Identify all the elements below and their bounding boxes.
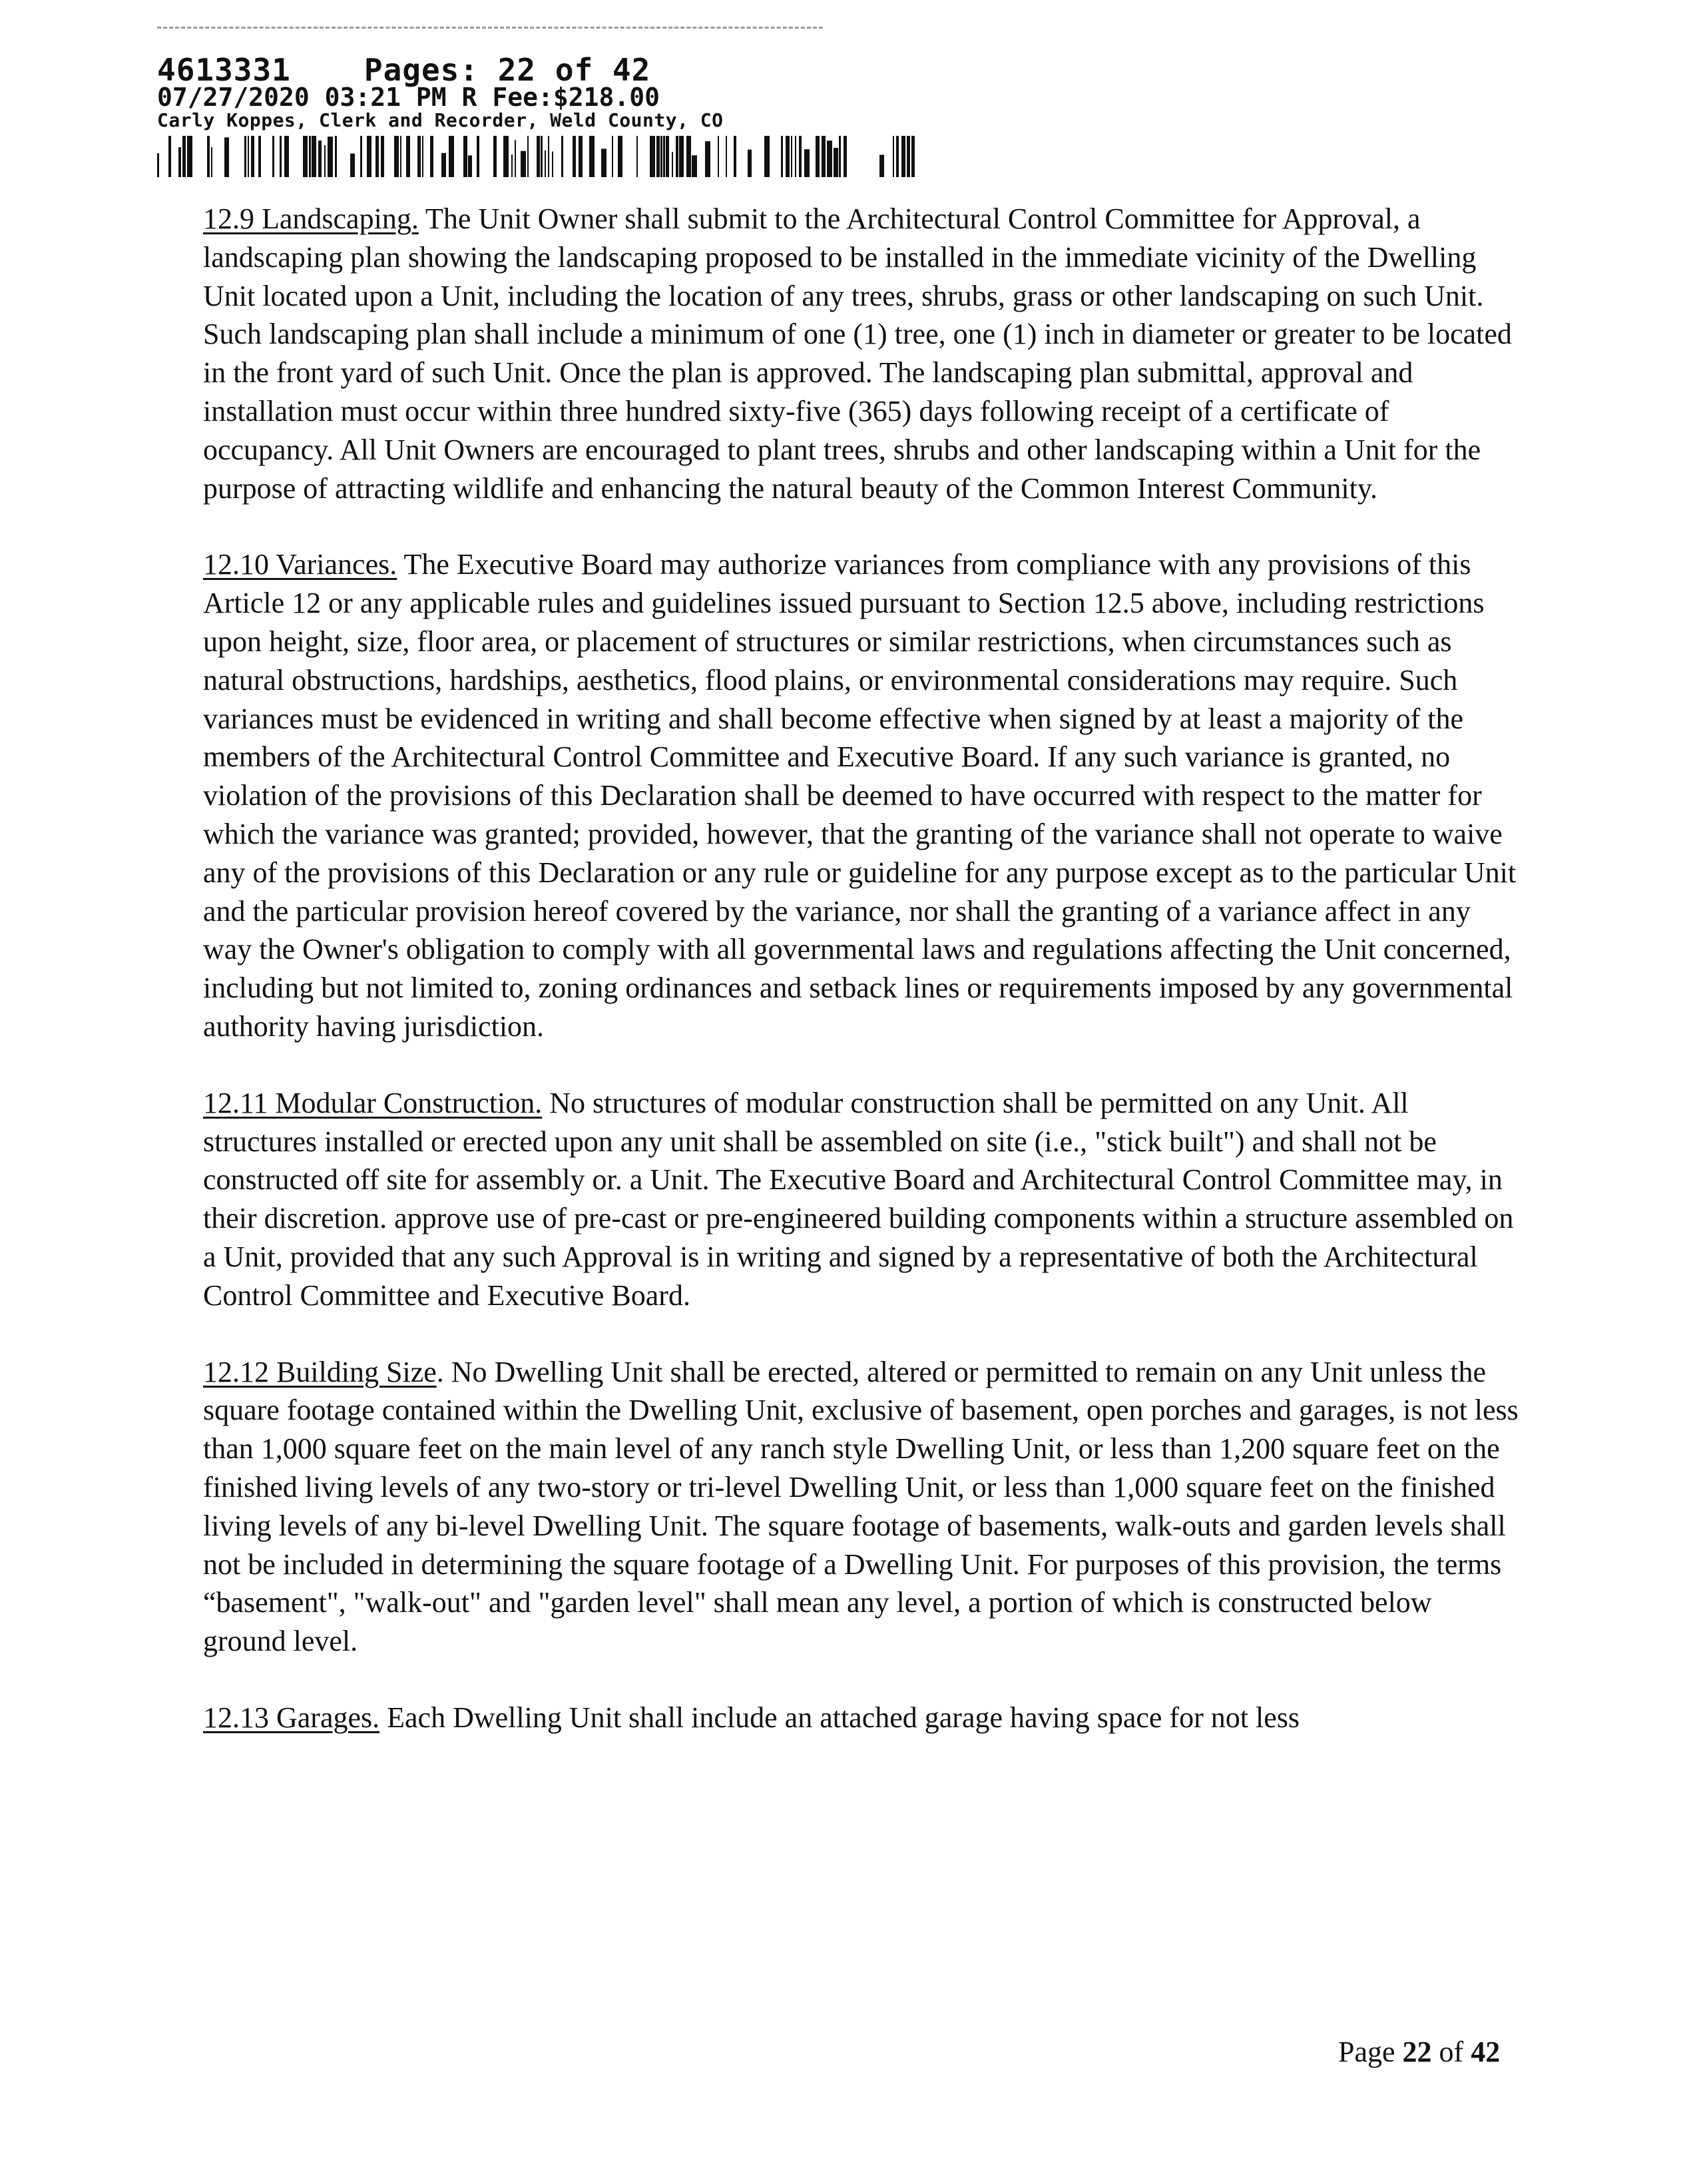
stamp-recorder: Carly Koppes, Clerk and Recorder, Weld County, CO xyxy=(157,109,724,131)
barcode-bar xyxy=(718,136,719,177)
barcode-bar xyxy=(503,136,509,177)
barcode-bar xyxy=(360,136,362,177)
barcode-bar xyxy=(318,140,322,177)
barcode-bar xyxy=(258,136,261,177)
stamp-pages: Pages: 22 of 42 xyxy=(364,52,651,88)
barcode-bar xyxy=(312,136,316,177)
barcode-bar xyxy=(272,136,274,177)
barcode-bar xyxy=(430,136,433,177)
barcode-bar xyxy=(441,153,446,177)
barcode-bar xyxy=(589,136,595,177)
barcode-bar xyxy=(907,136,910,177)
reception-number: 4613331 xyxy=(157,52,291,88)
barcode-bar xyxy=(748,150,752,177)
section-heading: 12.9 Landscaping. xyxy=(203,202,419,235)
barcode-bar xyxy=(324,145,326,177)
barcode-bar xyxy=(804,149,810,177)
barcode-bar xyxy=(406,136,410,177)
barcode-bar xyxy=(612,136,613,177)
barcode-bar xyxy=(786,136,790,177)
barcode-bar xyxy=(573,136,576,177)
page-prefix: Page xyxy=(1338,2036,1403,2068)
section-body: The Executive Board may authorize variances from compliance with any provisions of this Article 12 or any applicable rules and guidelines issued pursuant to Section 12.5 above, including restrictions upon height, size, floor area, or placement of structures or similar restrictions, when circumstances such as natural obstructions, hardships, aesthetics, flood plains, or environmental considerations may require. Such variances must be evidenced in writing and shall become effective when signed by at least a majority of the members of the Architectural Control Committee and Executive Board. If any such variance is granted, no violation of the provisions of this Declaration shall be deemed to have occurred with respect to the matter for which the variance was granted; provided, however, that the granting of the variance shall not operate to waive any of the provisions of this Declaration or any rule or guideline for any purpose except as to the particular Unit and the particular provision hereof covered by the variance, nor shall the granting of a variance affect in any way the Owner's obligation to comply with all governmental laws and regulations affecting the Unit concerned, including but not limited to, zoning ordinances and setback lines or requirements imposed by any governmental authority having jurisdiction. xyxy=(203,548,1517,1043)
barcode-bar xyxy=(367,136,371,177)
barcode-bar xyxy=(182,136,186,177)
section-heading: 12.10 Variances. xyxy=(203,548,397,581)
barcode-bar xyxy=(901,136,905,177)
barcode-bar xyxy=(211,147,212,177)
stamp-date-fee: 07/27/2020 03:21 PM R Fee:$218.00 xyxy=(157,83,660,112)
barcode-bar xyxy=(834,148,838,177)
barcode-bar xyxy=(284,136,289,177)
section-12-9 xyxy=(203,200,1521,507)
barcode-bar xyxy=(527,136,529,177)
barcode-bar xyxy=(896,136,899,177)
section-12-12 xyxy=(203,1353,1521,1661)
barcode-bar xyxy=(244,136,246,177)
barcode-bar xyxy=(207,136,210,177)
section-body: Each Dwelling Unit shall include an attached garage having space for not less xyxy=(379,1701,1300,1734)
section-heading: 12.13 Garages. xyxy=(203,1701,380,1734)
barcode-bar xyxy=(417,136,421,177)
barcode-bar xyxy=(816,136,820,177)
section-12-11 xyxy=(203,1084,1521,1315)
barcode-bar xyxy=(463,136,467,177)
barcode-bar xyxy=(636,136,638,177)
page-number-footer xyxy=(1338,2035,1500,2069)
barcode-bar xyxy=(893,136,894,177)
barcode-bar xyxy=(449,136,454,177)
barcode-bar xyxy=(601,148,607,177)
current-page-number: 22 xyxy=(1402,2036,1432,2068)
barcode-bar xyxy=(537,136,540,177)
barcode-bar xyxy=(168,136,171,177)
section-12-13 xyxy=(203,1699,1521,1737)
barcode-bar xyxy=(666,136,669,177)
barcode-bar xyxy=(879,155,884,177)
barcode-bar xyxy=(705,141,710,177)
barcode-bar xyxy=(422,136,423,177)
barcode-bar xyxy=(468,155,472,177)
section-body: . No Dwelling Unit shall be erected, altered or permitted to remain on any Unit unless the square footage contained within the Dwelling Unit, exclusive of basement, open porches and garages, is not less than 1,000 square feet on the main level of any ranch style Dwelling Unit, or less than 1,200 square feet on the finished living levels of any two-story or tri-level Dwelling Unit, or less than 1,000 square feet on the finished living levels of any bi-level Dwelling Unit. The square footage of basements, walk-outs and garden levels shall not be included in determining the square footage of a Dwelling Unit. For purposes of this provision, the terms “basement", "walk-out" and "garden level" shall mean any level, a portion of which is constructed below ground level. xyxy=(203,1355,1519,1658)
barcode-bar xyxy=(381,136,384,177)
barcode-bar xyxy=(692,155,697,177)
barcode-bar xyxy=(781,136,783,177)
barcode-bar xyxy=(795,136,796,177)
barcode-bar xyxy=(394,136,399,177)
section-body: The Unit Owner shall submit to the Architectural Control Committee for Approval, a landscaping plan showing the landscaping proposed to be installed in the immediate vicinity of the Dwelling Unit located upon a Unit, including the location of any trees, shrubs, grass or other landscaping on such Unit. Such landscaping plan shall include a minimum of one (1) tree, one (1) inch in diameter or greater to be located in the front yard of such Unit. Once the plan is approved. The landscaping plan submittal, approval and installation must occur within three hundred sixty-five (365) days following receipt of a certificate of occupancy. All Unit Owners are encouraged to plant trees, shrubs and other landscaping within a Unit for the purpose of attracting wildlife and enhancing the natural beauty of the Common Interest Community. xyxy=(203,202,1512,505)
barcode-bar xyxy=(521,151,526,177)
barcode-bar xyxy=(561,136,563,177)
barcode-bar xyxy=(663,136,665,177)
document-body xyxy=(203,200,1521,1775)
barcode-bar xyxy=(477,136,479,177)
barcode-bar xyxy=(303,136,308,177)
barcode-bar xyxy=(309,136,311,177)
barcode-bar xyxy=(178,147,181,177)
barcode-bar xyxy=(541,136,543,177)
barcode-bar xyxy=(660,136,662,177)
barcode-bar xyxy=(679,136,684,177)
barcode-bar xyxy=(335,136,337,177)
section-12-10 xyxy=(203,545,1521,1045)
section-body: No structures of modular construction shall be permitted on any Unit. All structures installed or erected upon any unit shall be assembled on site (i.e., "stick built") and shall not be constructed off site for assembly or. a Unit. The Executive Board and Architectural Control Committee may, in their discretion. approve use of pre-cast or pre-engineered building components within a structure assembled on a Unit, provided that any such Approval is in writing and signed by a representative of both the Architectural Control Committee and Executive Board. xyxy=(203,1086,1514,1312)
barcode-bar xyxy=(656,136,660,177)
barcode-bar xyxy=(791,136,792,177)
barcode-bar xyxy=(248,136,249,177)
barcode-bar xyxy=(545,150,546,177)
barcode-bar xyxy=(350,154,355,177)
barcode-bar xyxy=(686,136,691,177)
barcode-graphic xyxy=(157,136,916,177)
barcode-bar xyxy=(400,136,401,177)
section-heading: 12.12 Building Size xyxy=(203,1355,437,1388)
total-pages-number: 42 xyxy=(1471,2036,1501,2068)
barcode-bar xyxy=(839,136,841,177)
scan-header-rule xyxy=(157,27,823,29)
barcode-bar xyxy=(650,136,655,177)
barcode-bar xyxy=(224,137,229,177)
barcode-bar xyxy=(618,136,622,177)
barcode-bar xyxy=(822,136,826,177)
barcode-bar xyxy=(734,136,736,177)
page-of: of xyxy=(1431,2036,1471,2068)
barcode-bar xyxy=(764,136,770,177)
barcode-bar xyxy=(579,136,583,177)
barcode-bar xyxy=(280,136,282,177)
barcode-bar xyxy=(552,152,553,177)
barcode-bar xyxy=(548,136,549,177)
barcode-bar xyxy=(187,136,192,177)
barcode-bar xyxy=(251,136,254,177)
barcode-bar xyxy=(328,136,333,177)
barcode-bar xyxy=(375,136,379,177)
barcode-bar xyxy=(844,136,847,177)
barcode-bar xyxy=(726,136,727,177)
barcode-bar xyxy=(911,136,915,177)
barcode-bar xyxy=(672,152,673,177)
barcode-bar xyxy=(515,140,516,177)
barcode-bar xyxy=(511,154,513,177)
section-heading: 12.11 Modular Construction. xyxy=(203,1086,543,1119)
barcode-bar xyxy=(799,136,802,177)
barcode-bar xyxy=(827,140,832,177)
barcode-bar xyxy=(157,153,159,177)
barcode-bar xyxy=(676,136,678,177)
barcode-bar xyxy=(493,136,497,177)
